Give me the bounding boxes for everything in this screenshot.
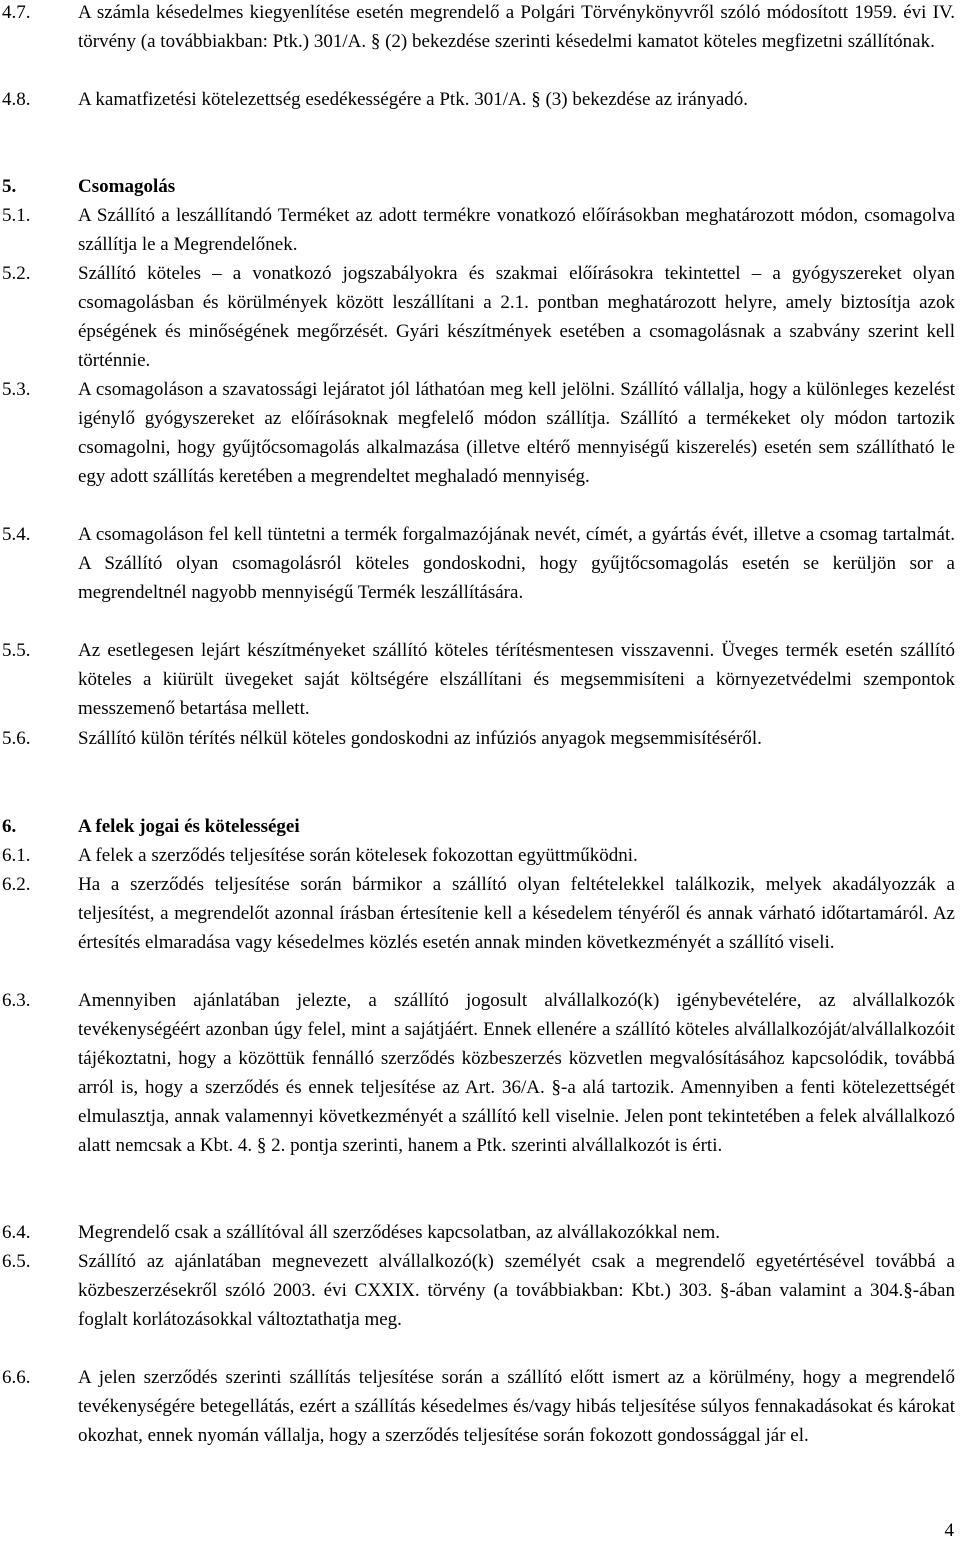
section-heading-6 bbox=[0, 812, 960, 841]
paragraph-text: Szállító külön térítés nélkül köteles gondoskodni az infúziós anyagok megsemmisítéséről. bbox=[78, 728, 762, 749]
paragraph-number: 6.5. bbox=[2, 1251, 31, 1272]
paragraph-text: A csomagoláson fel kell tüntetni a termék forgalmazójának nevét, címét, a gyártás évét, illetve a csomag tartalmát. A Szállító olyan csomagolásról köteles gondoskodni, hogy gyűjtőcsomagolás esetén se kerüljön sor a megrendeltnél nagyobb mennyiségű Termék leszállítására. bbox=[78, 524, 955, 603]
paragraph-number: 6.6. bbox=[2, 1367, 31, 1388]
paragraph-4-8 bbox=[0, 85, 960, 114]
paragraph-number: 5.4. bbox=[2, 524, 31, 545]
paragraph-text: Az esetlegesen lejárt készítményeket szállító köteles térítésmentesen visszavenni. Üveges termék esetén szállító köteles a kiürült üvegeket saját költségére elszállítani és megsemmisíteni a környezetvédelmi szempontok messzemenő betartása mellett. bbox=[78, 640, 955, 719]
paragraph-number: 4.8. bbox=[2, 89, 31, 110]
section-title: A felek jogai és kötelességei bbox=[78, 816, 300, 837]
paragraph-6-4 bbox=[0, 1218, 960, 1247]
paragraph-5-1 bbox=[0, 201, 960, 259]
page-number: 4 bbox=[944, 1520, 954, 1541]
paragraph-6-1 bbox=[0, 841, 960, 870]
paragraph-number: 6.2. bbox=[2, 874, 31, 895]
paragraph-text: A jelen szerződés szerinti szállítás teljesítése során a szállító előtt ismert az a körülmény, hogy a megrendelő tevékenységére betegellátás, ezért a szállítás késedelmes és/vagy hibás teljesítése súlyos fennakadásokat és károkat okozhat, ennek nyomán vállalja, hogy a szerződés teljesítése során fokozott gondossággal jár el. bbox=[78, 1367, 955, 1446]
paragraph-4-7 bbox=[0, 0, 960, 56]
paragraph-number: 5.1. bbox=[2, 205, 31, 226]
paragraph-text: Amennyiben ajánlatában jelezte, a szállító jogosult alvállalkozó(k) igénybevételére, az alvállalkozók tevékenységéért azonban úgy felel, mint a sajátjáért. Ennek ellenére a szállító köteles alvállalkozóját/alvállalkozóit tájékoztatni, hogy a közöttük fennálló szerződés közbeszerzés közvetlen megvalósításához kapcsolódik, továbbá arról is, hogy a szerződés és ennek teljesítése az Art. 36/A. §-a alá tartozik. Amennyiben a fenti kötelezettségét elmulasztja, annak valamennyi következményét a szállító kell viselnie. Jelen pont tekintetében a felek alvállalkozó alatt nemcsak a Kbt. 4. § 2. pontja szerinti, hanem a Ptk. szerinti alvállalkozót is érti. bbox=[78, 990, 955, 1156]
paragraph-6-2 bbox=[0, 870, 960, 957]
section-title: Csomagolás bbox=[78, 176, 176, 197]
paragraph-5-5 bbox=[0, 636, 960, 723]
paragraph-5-3 bbox=[0, 375, 960, 491]
paragraph-number: 4.7. bbox=[2, 2, 31, 23]
paragraph-5-6 bbox=[0, 724, 960, 753]
paragraph-text: A Szállító a leszállítandó Terméket az adott termékre vonatkozó előírásokban meghatározott módon, csomagolva szállítja le a Megrendelőnek. bbox=[78, 205, 955, 255]
paragraph-number: 5.3. bbox=[2, 379, 31, 400]
paragraph-6-3 bbox=[0, 986, 960, 1160]
paragraph-text: Szállító az ajánlatában megnevezett alvállalkozó(k) személyét csak a megrendelő egyetértésével továbbá a közbeszerzésekről szóló 2003. évi CXXIX. törvény (a továbbiakban: Kbt.) 303. §-ában valamint a 304.§-ában foglalt korlátozásokkal változtathatja meg. bbox=[78, 1251, 955, 1330]
paragraph-text: A kamatfizetési kötelezettség esedékességére a Ptk. 301/A. § (3) bekezdése az irányadó. bbox=[78, 89, 749, 110]
paragraph-6-5 bbox=[0, 1247, 960, 1334]
paragraph-5-2 bbox=[0, 259, 960, 375]
paragraph-text: Megrendelő csak a szállítóval áll szerződéses kapcsolatban, az alvállakozókkal nem. bbox=[78, 1222, 721, 1243]
paragraph-text: A számla késedelmes kiegyenlítése esetén megrendelő a Polgári Törvénykönyvről szóló módosított 1959. évi IV. törvény (a továbbiakban: Ptk.) 301/A. § (2) bekezdése szerinti késedelmi kamatot köteles megfizetni szállítónak. bbox=[78, 2, 955, 52]
paragraph-6-6 bbox=[0, 1363, 960, 1450]
section-heading-5 bbox=[0, 172, 960, 201]
section-number: 5. bbox=[2, 176, 17, 197]
paragraph-5-4 bbox=[0, 520, 960, 607]
paragraph-number: 5.2. bbox=[2, 263, 31, 284]
paragraph-text: Szállító köteles – a vonatkozó jogszabályokra és szakmai előírásokra tekintettel – a gyógyszereket olyan csomagolásban és körülmények között leszállítani a 2.1. pontban meghatározott helyre, amely biztosítja azok épségének és minőségének megőrzését. Gyári készítmények esetében a csomagolásnak a szabvány szerint kell történnie. bbox=[78, 263, 955, 371]
paragraph-text: A felek a szerződés teljesítése során kötelesek fokozottan együttműködni. bbox=[78, 845, 638, 866]
paragraph-text: Ha a szerződés teljesítése során bármikor a szállító olyan feltételekkel találkozik, melyek akadályozzák a teljesítést, a megrendelőt azonnal írásban értesítenie kell a késedelem tényéről és annak várható időtartamáról. Az értesítés elmaradása vagy késedelmes közlés esetén annak minden következményét a szállító viseli. bbox=[78, 874, 955, 953]
paragraph-number: 5.5. bbox=[2, 640, 31, 661]
paragraph-number: 5.6. bbox=[2, 728, 31, 749]
section-number: 6. bbox=[2, 816, 17, 837]
paragraph-text: A csomagoláson a szavatossági lejáratot jól láthatóan meg kell jelölni. Szállító vállalja, hogy a különleges kezelést igénylő gyógyszereket az előírásoknak megfelelő módon szállítja. Szállító a termékeket oly módon tartozik csomagolni, hogy gyűjtőcsomagolás alkalmazása (illetve eltérő mennyiségű kiszerelés) esetén sem szállítható le egy adott szállítás keretében a megrendeltet meghaladó mennyiség. bbox=[78, 379, 955, 487]
paragraph-number: 6.4. bbox=[2, 1222, 31, 1243]
paragraph-number: 6.1. bbox=[2, 845, 31, 866]
paragraph-number: 6.3. bbox=[2, 990, 31, 1011]
